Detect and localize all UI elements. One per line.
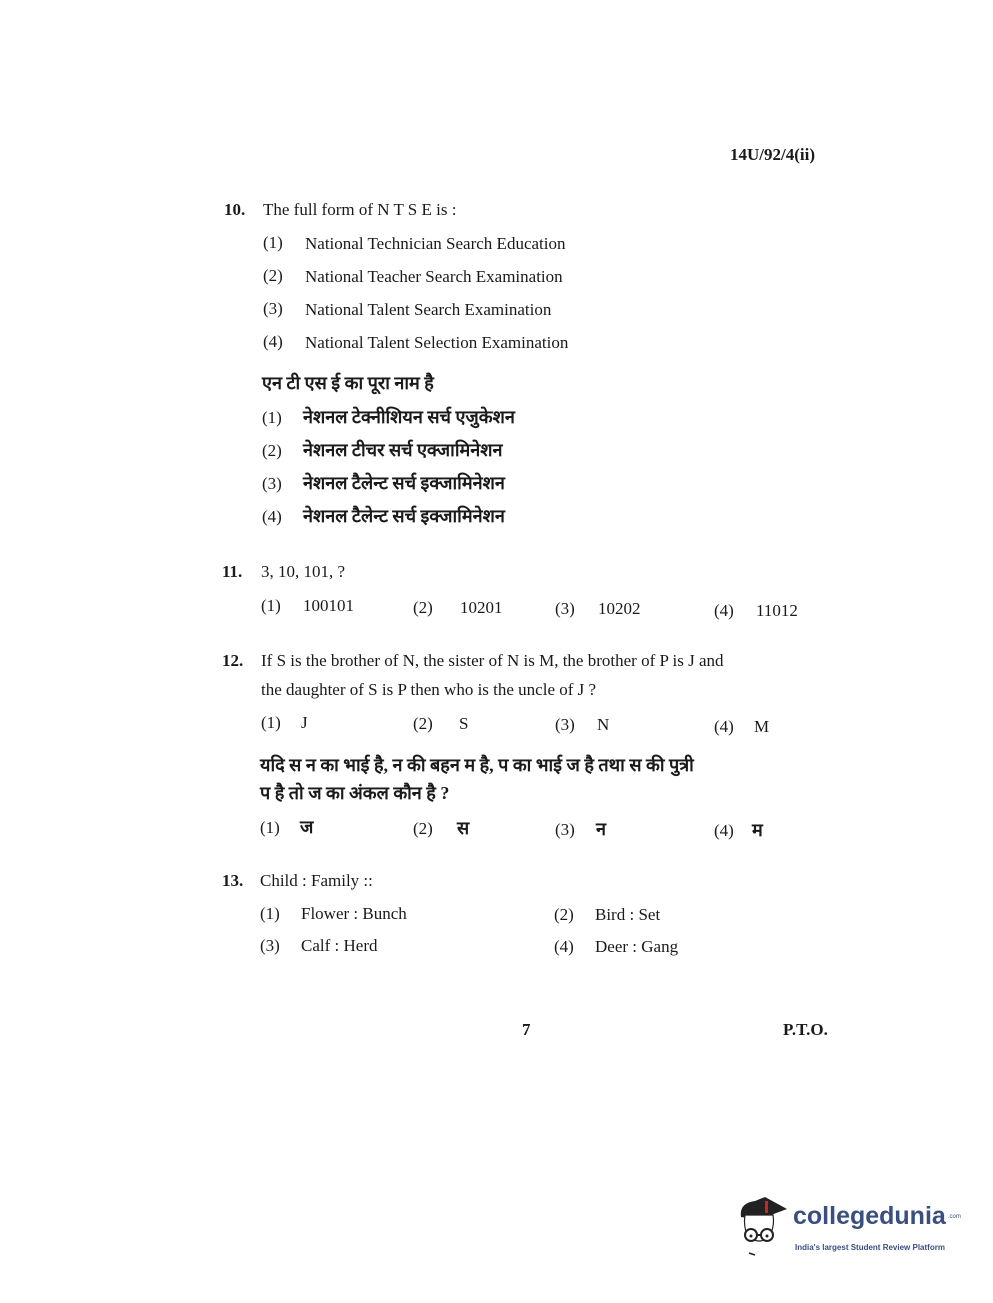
option-number: (2)	[413, 819, 433, 838]
option-text: National Talent Search Examination	[305, 300, 552, 319]
q12-line1: If S is the brother of N, the sister of N is M, the brother of P is J and	[261, 651, 724, 670]
option-number: (3)	[260, 936, 280, 955]
q13-text: Child : Family ::	[260, 871, 373, 890]
option-number: (3)	[555, 715, 575, 734]
option-number: (1)	[261, 596, 281, 615]
option-text: ज	[300, 817, 314, 837]
option-text: नेशनल टैलेन्ट सर्च इक्जामिनेशन	[303, 506, 505, 526]
option-number: (1)	[260, 904, 280, 923]
q10-hindi-text: एन टी एस ई का पूरा नाम है	[262, 373, 434, 393]
option-number: (2)	[263, 266, 283, 285]
q12-number: 12.	[222, 651, 244, 670]
option-number: (4)	[554, 937, 574, 956]
option-text: स	[457, 818, 470, 838]
page-number: 7	[522, 1020, 531, 1039]
option-text: Flower : Bunch	[301, 904, 407, 923]
q12-line2: the daughter of S is P then who is the uncle of J ?	[261, 680, 597, 699]
option-number: (2)	[413, 714, 433, 733]
mascot-icon	[735, 1195, 793, 1257]
option-text: म	[752, 820, 763, 840]
option-text: National Talent Selection Examination	[305, 333, 569, 352]
option-number: (1)	[260, 818, 280, 837]
option-number: (2)	[413, 598, 433, 617]
option-text: नेशनल टीचर सर्च एक्जामिनेशन	[303, 440, 503, 460]
option-text: National Teacher Search Examination	[305, 267, 563, 286]
paper-code: 14U/92/4(ii)	[730, 145, 815, 164]
logo-com: .com	[947, 1214, 961, 1220]
option-number: (1)	[261, 713, 281, 732]
option-text: M	[754, 717, 770, 736]
q11-text: 3, 10, 101, ?	[261, 562, 346, 581]
option-number: (1)	[263, 233, 283, 252]
option-text: S	[459, 714, 469, 733]
option-number: (4)	[714, 601, 734, 620]
q12-hindi-line2: प है तो ज का अंकल कौन है ?	[260, 783, 450, 803]
q10-text: The full form of N T S E is :	[263, 200, 457, 219]
q10-number: 10.	[224, 200, 246, 219]
option-text: N	[597, 715, 610, 734]
option-number: (4)	[714, 821, 734, 840]
option-text: 10202	[598, 599, 641, 618]
option-number: (2)	[554, 905, 574, 924]
q12-hindi-line1: यदि स न का भाई है, न की बहन म है, प का भाई ज है तथा स की पुत्री	[260, 755, 694, 775]
option-number: (1)	[262, 408, 282, 427]
option-number: (3)	[262, 474, 282, 493]
option-number: (4)	[714, 717, 734, 736]
option-number: (3)	[263, 299, 283, 318]
option-number: (2)	[262, 441, 282, 460]
option-text: 10201	[460, 598, 503, 617]
logo-tagline: India's largest Student Review Platform	[795, 1243, 945, 1252]
option-text: National Technician Search Education	[305, 234, 566, 253]
option-text: नेशनल टेक्नीशियन सर्च एजुकेशन	[303, 407, 515, 427]
logo-wordmark: collegedunia	[793, 1202, 946, 1230]
q13-number: 13.	[222, 871, 244, 890]
option-text: Bird : Set	[595, 905, 661, 924]
option-number: (3)	[555, 820, 575, 839]
q11-number: 11.	[222, 562, 243, 581]
option-text: 100101	[303, 596, 354, 615]
collegedunia-logo	[735, 1195, 975, 1265]
pto-label: P.T.O.	[783, 1020, 828, 1039]
option-number: (4)	[263, 332, 283, 351]
option-text: J	[301, 713, 308, 732]
option-text: Calf : Herd	[301, 936, 378, 955]
option-text: Deer : Gang	[595, 937, 679, 956]
logo-mark	[793, 1201, 961, 1231]
option-text: नेशनल टैलेन्ट सर्च इक्जामिनेशन	[303, 473, 505, 493]
option-text: 11012	[756, 601, 798, 620]
option-text: न	[596, 819, 606, 839]
option-number: (3)	[555, 599, 575, 618]
option-number: (4)	[262, 507, 282, 526]
